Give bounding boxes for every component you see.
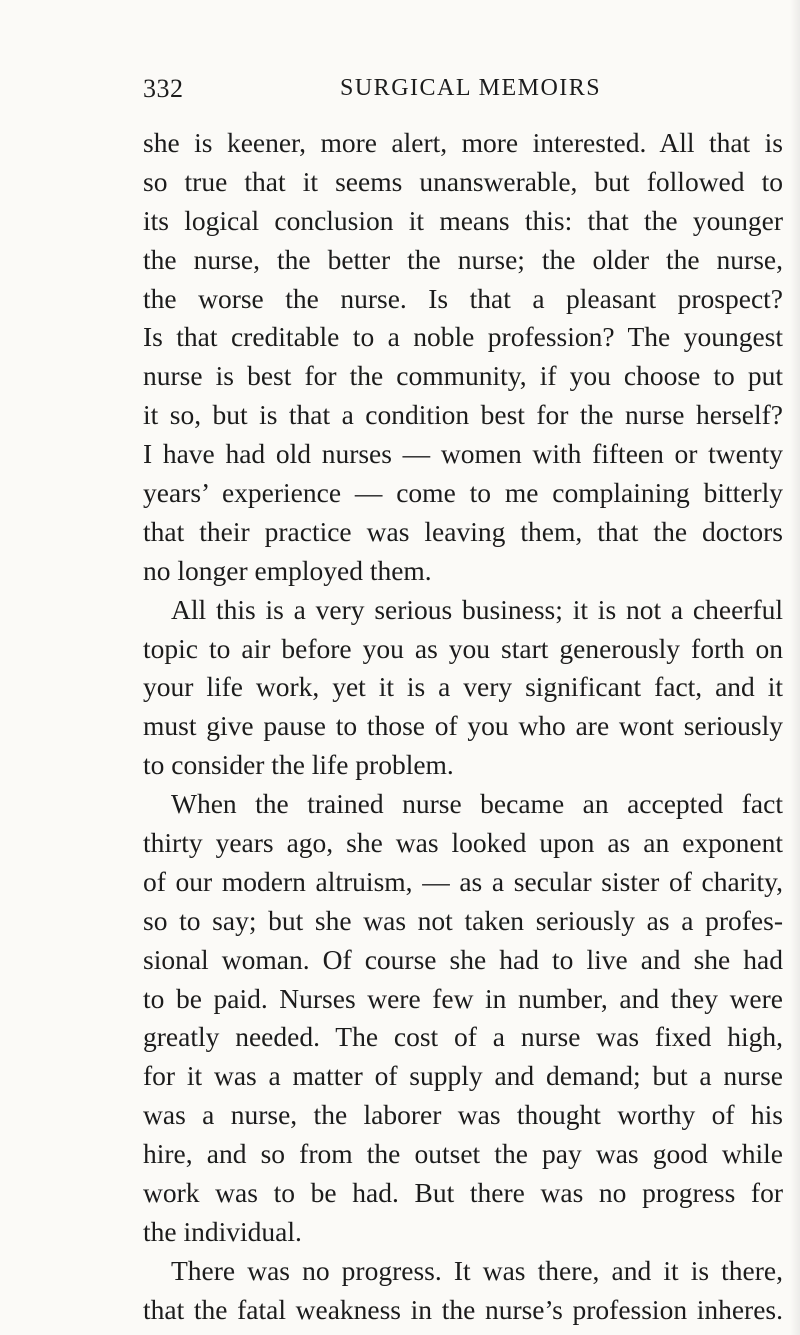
text-line: no longer employed them. bbox=[143, 554, 432, 586]
text-line: the nurse, the better the nurse; the older the nurse, bbox=[143, 243, 783, 275]
text-line: work was to be had. But there was no progress for bbox=[143, 1177, 783, 1209]
text-line: so true that it seems unanswerable, but followed to bbox=[143, 165, 783, 197]
page-number: 332 bbox=[143, 74, 184, 103]
text-line: it so, but is that a condition best for the nurse herself? bbox=[143, 399, 783, 431]
text-line: she is keener, more alert, more interested. All that is bbox=[143, 127, 783, 158]
text-line: years’ experience — come to me complaining bitterly bbox=[143, 477, 783, 509]
text-line: greatly needed. The cost of a nurse was fixed high, bbox=[143, 1021, 783, 1053]
text-line: When the trained nurse became an accepted fact bbox=[171, 788, 783, 820]
text-line: Is that creditable to a noble profession? The youngest bbox=[143, 321, 783, 353]
text-line: for it was a matter of supply and demand; but a nurse bbox=[143, 1060, 783, 1092]
text-line: the worse the nurse. Is that a pleasant prospect? bbox=[143, 282, 783, 314]
text-line: nurse is best for the community, if you choose to put bbox=[143, 360, 783, 392]
text-line: There was no progress. It was there, and it is there, bbox=[171, 1254, 783, 1286]
page-header bbox=[143, 74, 783, 114]
text-line: your life work, yet it is a very significant fact, and it bbox=[143, 671, 783, 703]
text-line: All this is a very serious business; it is not a cheerful bbox=[171, 593, 783, 625]
page-edge-shadow bbox=[790, 0, 800, 1335]
body-text bbox=[143, 124, 783, 1330]
text-line: was a nurse, the laborer was thought worthy of his bbox=[143, 1099, 783, 1131]
text-line: topic to air before you as you start generously forth on bbox=[143, 632, 783, 664]
text-line: so to say; but she was not taken seriously as a profes- bbox=[143, 904, 783, 936]
text-line: its logical conclusion it means this: that the younger bbox=[143, 204, 783, 236]
text-line: I have had old nurses — women with fifteen or twenty bbox=[143, 438, 783, 470]
text-line: to be paid. Nurses were few in number, and they were bbox=[143, 982, 783, 1014]
running-head: SURGICAL MEMOIRS bbox=[340, 75, 602, 101]
text-line: the individual. bbox=[143, 1215, 302, 1247]
text-line: must give pause to those of you who are wont seriously bbox=[143, 710, 783, 742]
text-line: hire, and so from the outset the pay was good while bbox=[143, 1138, 783, 1170]
text-line: that the fatal weakness in the nurse’s profession inheres. bbox=[143, 1293, 783, 1325]
text-line: to consider the life problem. bbox=[143, 749, 454, 781]
text-line: that their practice was leaving them, that the doctors bbox=[143, 515, 783, 547]
text-line: of our modern altruism, — as a secular sister of charity, bbox=[143, 865, 783, 897]
text-line: thirty years ago, she was looked upon as an exponent bbox=[143, 827, 783, 859]
text-line: sional woman. Of course she had to live and she had bbox=[143, 943, 783, 975]
